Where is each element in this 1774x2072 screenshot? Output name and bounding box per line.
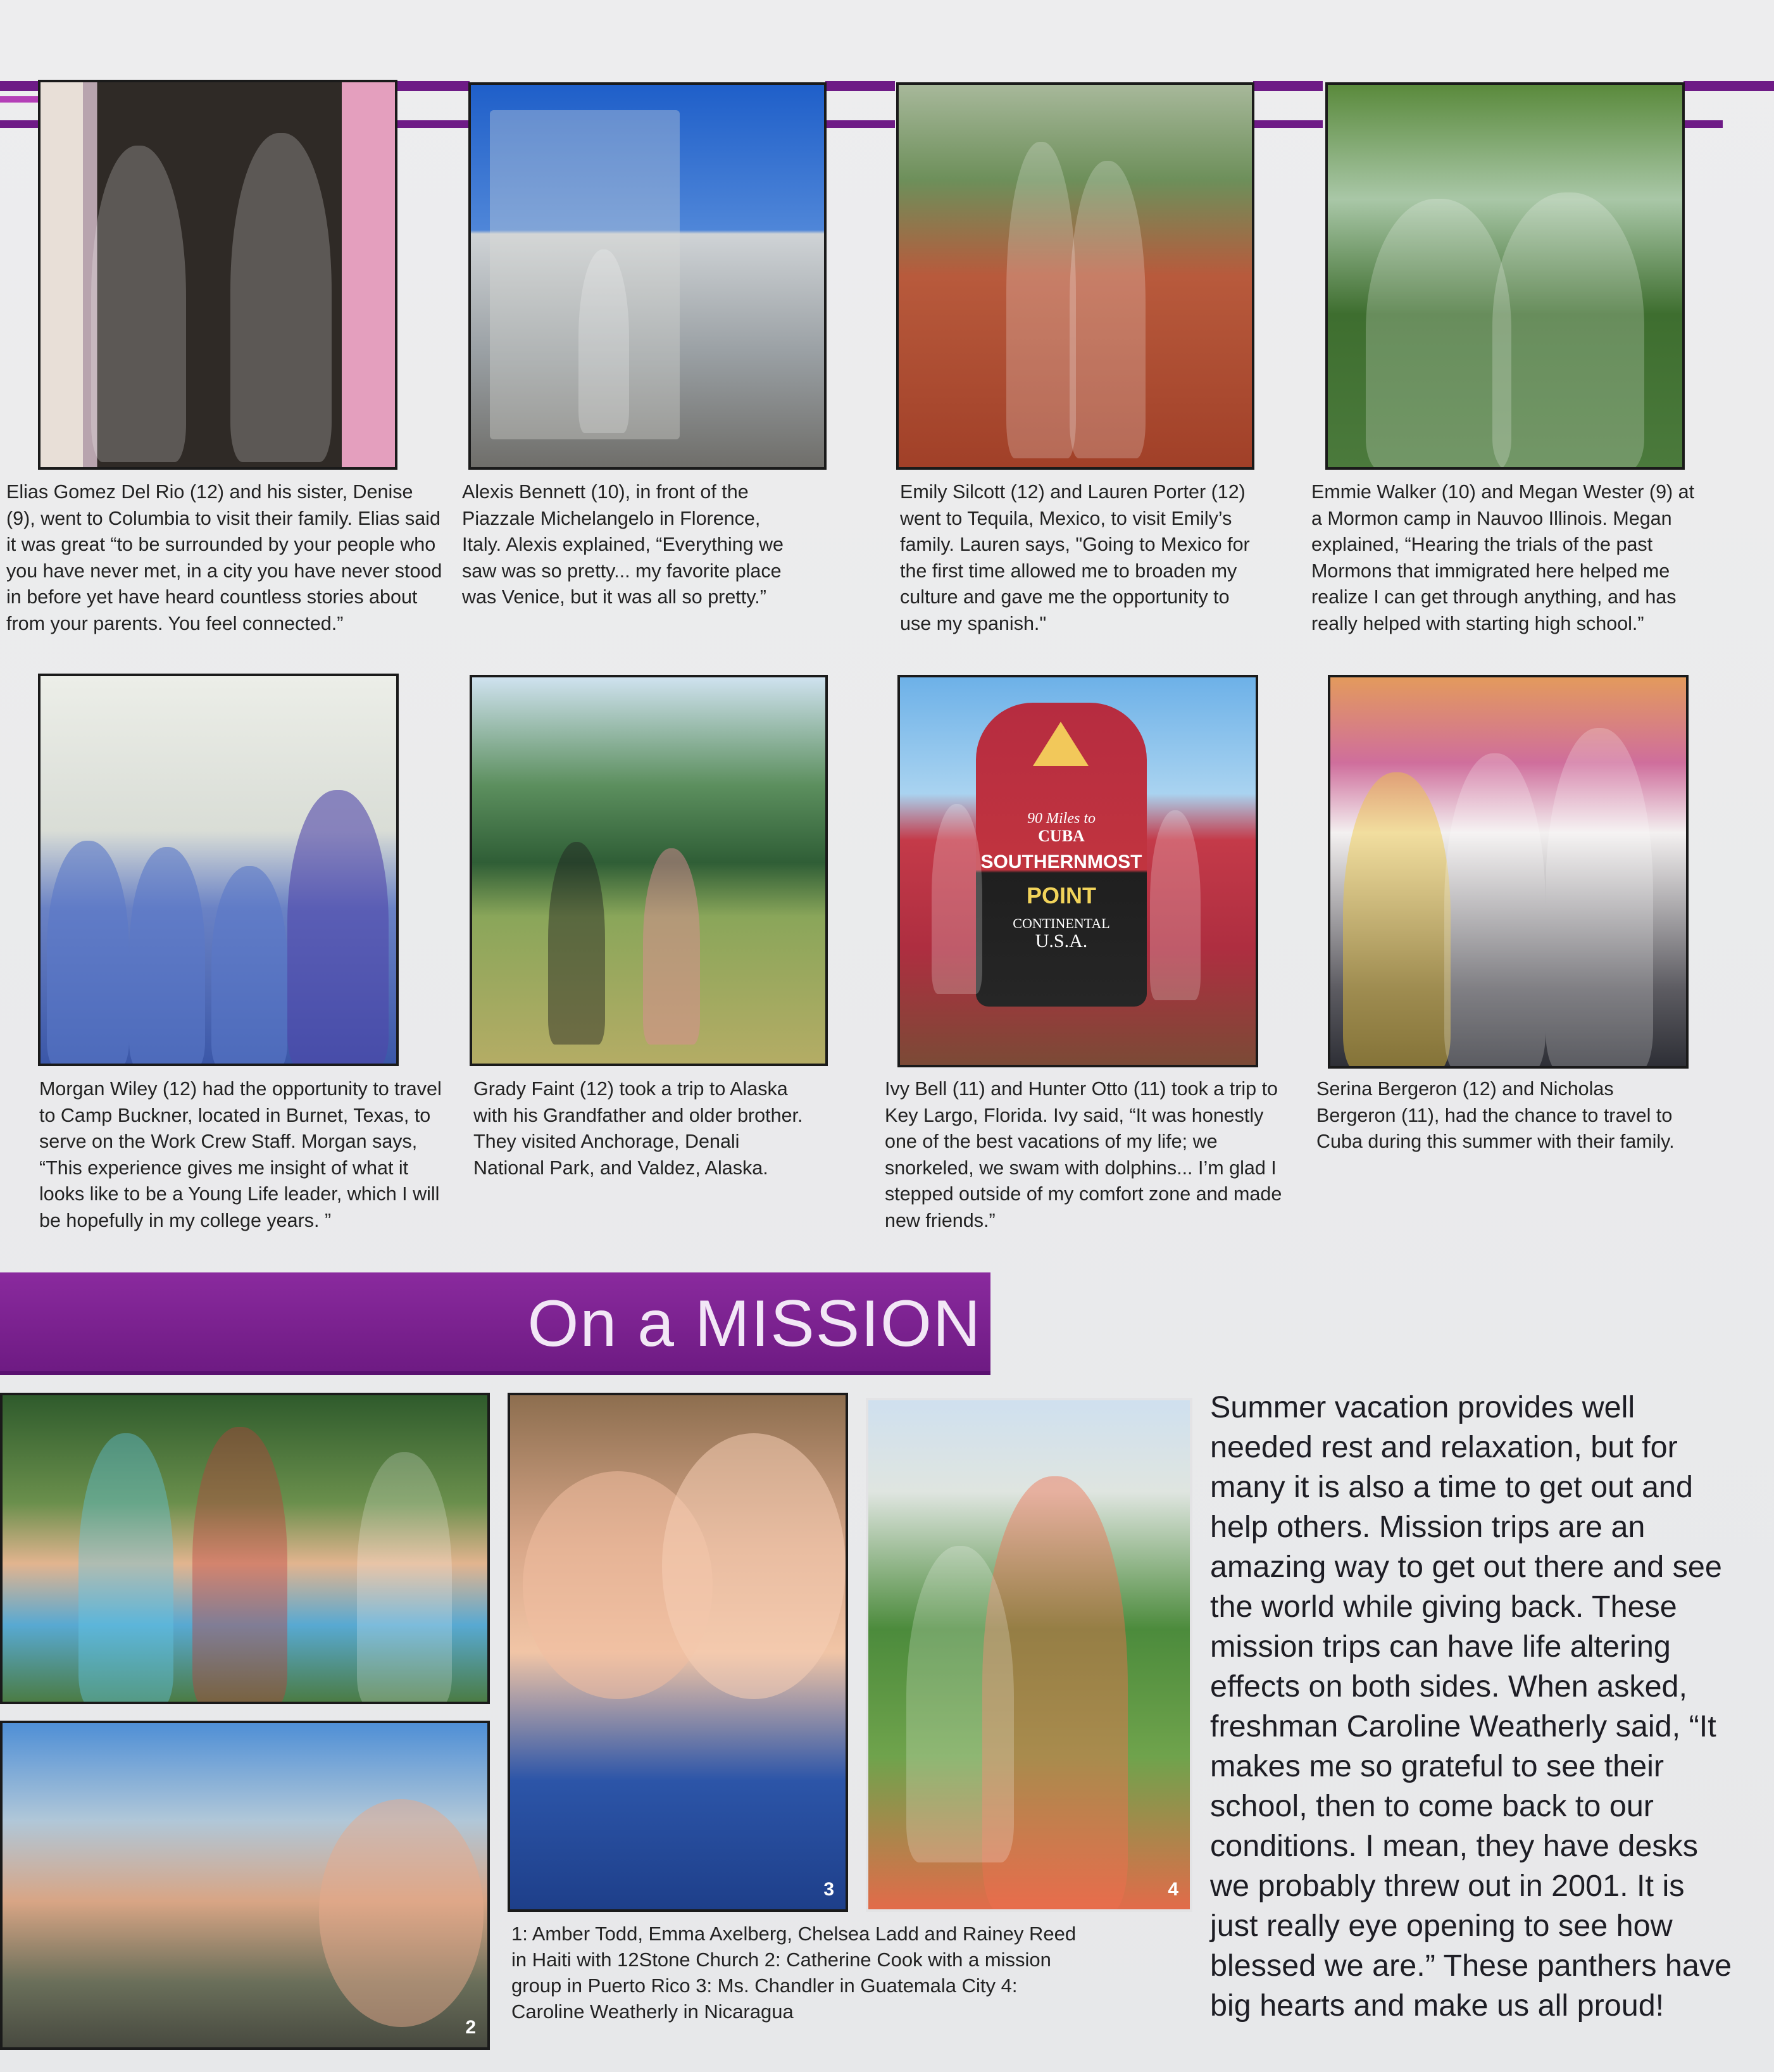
photo-number: 4 — [1168, 1879, 1178, 1900]
top-stripe — [396, 120, 470, 128]
photo-alexis-florence — [468, 82, 827, 470]
top-stripe — [1683, 120, 1723, 128]
photo-grady-alaska — [470, 675, 828, 1066]
photo-serina-nicholas — [1328, 675, 1689, 1069]
caption-elias-denise: Elias Gomez Del Rio (12) and his sister, Denise (9), went to Columbia to visit their family. Elias said it was great “to be surrounded by your people who you have never met, in a city you have never stood in before yet have heard countless stories about from your parents. You feel connected.” — [6, 481, 442, 634]
southernmost-buoy — [976, 703, 1147, 1007]
top-stripe — [0, 120, 41, 128]
sign-line: U.S.A. — [1035, 931, 1088, 951]
top-stripe — [1683, 81, 1774, 91]
photo-number: 2 — [465, 2017, 476, 2038]
top-stripe — [1253, 81, 1323, 91]
top-stripe — [825, 120, 895, 128]
photo-number: 3 — [823, 1879, 834, 1900]
sign-line: SOUTHERNMOST — [980, 851, 1142, 872]
mission-photo-haiti — [0, 1393, 490, 1704]
caption-serina-nicholas: Serina Bergeron (12) and Nicholas Bergeron (11), had the chance to travel to Cuba during this summer with their family. — [1316, 1078, 1675, 1152]
mission-photo-caption: 1: Amber Todd, Emma Axelberg, Chelsea Ladd and Rainey Reed in Haiti with 12Stone Church 2: Catherine Cook with a mission group in Puerto Rico 3: Ms. Chandler in Guatemala City 4: Caroline Weatherly in Nicaragua — [511, 1923, 1077, 2023]
top-stripe — [825, 81, 895, 91]
top-stripe — [0, 81, 41, 91]
mission-photo-puerto-rico — [0, 1721, 490, 2050]
story-text: Summer vacation provides well needed rest and relaxation, but for many it is also a time to get out and help others. Mission trips are an amazing way to get out there and see the world while giving back. These mission trips can have life altering effects on both sides. When asked, freshman Caroline Weatherly said, “It makes me so grateful to see their school, then to come back to our conditions. I mean, they have desks we probably threw out in 2001. It is just really eye opening to see how blessed we are.” These panthers have big hearts and make us all proud! — [1210, 1390, 1732, 2023]
photo-emily-lauren — [896, 82, 1254, 470]
caption-alexis: Alexis Bennett (10), in front of the Piazzale Michelangelo in Florence, Italy. Alexis explained, “Everything we saw was so pretty... my favorite place was Venice, but it was all so pretty.” — [462, 481, 784, 608]
sign-line: CONTINENTAL — [1013, 915, 1110, 931]
photo-ivy-hunter-keywest — [897, 675, 1258, 1067]
section-banner — [0, 1272, 990, 1375]
caption-emily-lauren: Emily Silcott (12) and Lauren Porter (12) went to Tequila, Mexico, to visit Emily’s family. Lauren says, "Going to Mexico for the first time allowed me to broaden my culture and gave me the opportunity to use my spanish." — [900, 481, 1250, 634]
caption-ivy-hunter: Ivy Bell (11) and Hunter Otto (11) took a trip to Key Largo, Florida. Ivy said, “It was honestly one of the best vacations of my life; we snorkeled, we swam with dolphins... I’m glad I stepped outside of my comfort zone and made new friends.” — [885, 1078, 1282, 1231]
photo-emmie-megan — [1325, 82, 1685, 470]
sign-line: CUBA — [1038, 827, 1085, 845]
photo-morgan-camp — [38, 674, 399, 1066]
top-stripe — [0, 96, 41, 103]
top-stripe — [1253, 120, 1323, 128]
sign-line: POINT — [1026, 882, 1096, 908]
photo-elias-denise — [38, 80, 397, 470]
sign-line: 90 Miles to — [1027, 810, 1096, 827]
top-stripe — [396, 81, 470, 91]
mission-photo-guatemala — [508, 1393, 848, 1912]
caption-morgan: Morgan Wiley (12) had the opportunity to travel to Camp Buckner, located in Burnet, Texas, to serve on the Work Crew Staff. Morgan says, “This experience gives me insight of what it looks like to be a Young Life leader, which I will be hopefully in my college years. ” — [39, 1078, 442, 1231]
caption-emmie-megan: Emmie Walker (10) and Megan Wester (9) at a Mormon camp in Nauvoo Illinois. Megan explained, “Hearing the trials of the past Mormons that immigrated here helped me realize I can get through anything, and has really helped with starting high school.” — [1311, 481, 1695, 634]
section-title: On a MISSION — [527, 1287, 982, 1360]
mission-photo-nicaragua — [866, 1398, 1192, 1912]
caption-grady: Grady Faint (12) took a trip to Alaska with his Grandfather and older brother. They visited Anchorage, Denali National Park, and Valdez, Alaska. — [473, 1078, 803, 1179]
